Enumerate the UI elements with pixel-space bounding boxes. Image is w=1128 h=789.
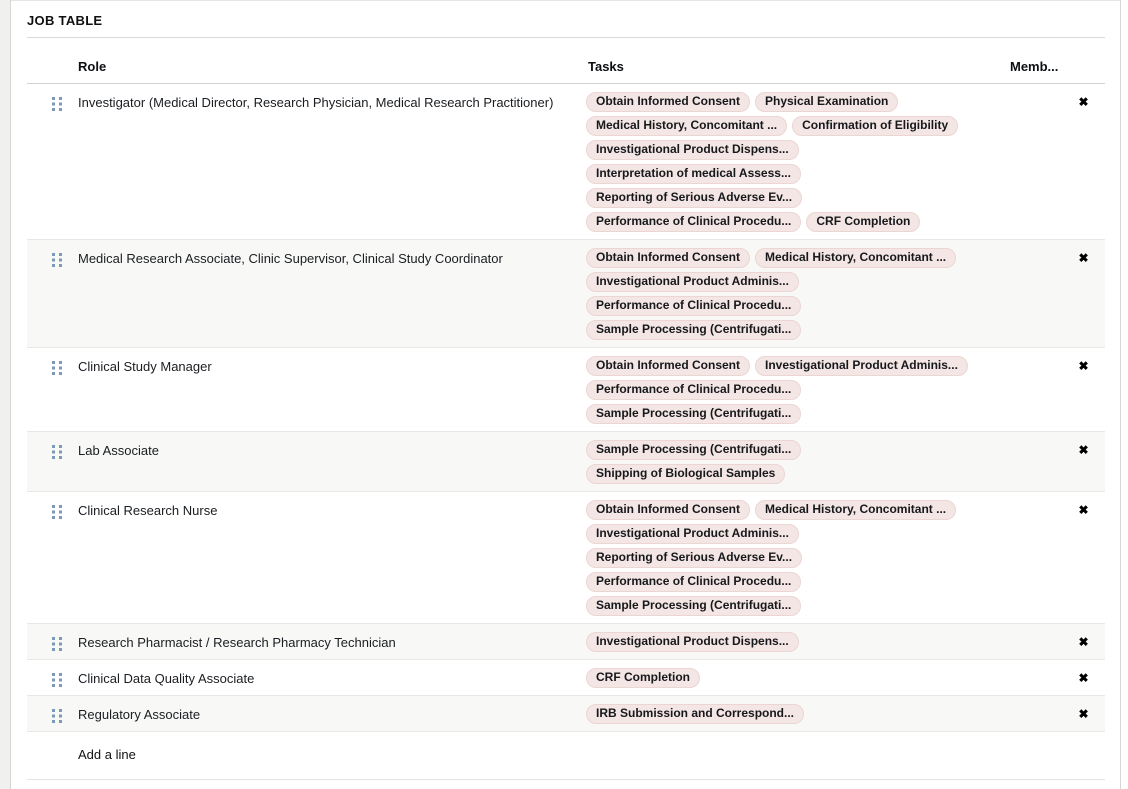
column-header-tasks: Tasks	[588, 59, 624, 74]
drag-handle-icon	[52, 709, 62, 724]
table-row	[27, 696, 1105, 732]
task-tag-line	[586, 272, 1010, 292]
task-tag[interactable]: CRF Completion	[806, 212, 920, 232]
delete-row-button[interactable]: ✖	[1078, 443, 1089, 457]
page-title: JOB TABLE	[27, 13, 1105, 38]
task-tag[interactable]: Shipping of Biological Samples	[586, 464, 785, 484]
tasks-cell[interactable]	[586, 668, 1010, 688]
task-tag-line	[586, 596, 1010, 616]
drag-handle[interactable]	[27, 248, 71, 340]
task-tag-line	[586, 116, 1010, 136]
task-tag[interactable]: Medical History, Concomitant ...	[586, 116, 787, 136]
task-tag-line	[586, 296, 1010, 316]
task-tag-line	[586, 464, 1010, 484]
task-tag-line	[586, 248, 1010, 268]
task-tag[interactable]: Physical Examination	[755, 92, 898, 112]
task-tag[interactable]: Confirmation of Eligibility	[792, 116, 958, 136]
task-tag-line	[586, 320, 1010, 340]
task-tag-line	[586, 440, 1010, 460]
drag-handle[interactable]	[27, 632, 71, 652]
task-tag-line	[586, 140, 1010, 160]
role-cell[interactable]: Investigator (Medical Director, Research Physician, Medical Research Practitioner)	[78, 95, 554, 110]
members-cell[interactable]	[1010, 440, 1062, 484]
task-tag[interactable]: IRB Submission and Correspond...	[586, 704, 804, 724]
delete-row-button[interactable]: ✖	[1078, 95, 1089, 109]
task-tag[interactable]: Medical History, Concomitant ...	[755, 500, 956, 520]
drag-handle[interactable]	[27, 356, 71, 424]
role-cell[interactable]: Research Pharmacist / Research Pharmacy Technician	[78, 635, 396, 650]
task-tag-line	[586, 212, 1010, 232]
tasks-cell[interactable]	[586, 440, 1010, 484]
task-tag-line	[586, 188, 1010, 208]
job-table-sheet	[11, 0, 1121, 789]
task-tag[interactable]: Obtain Informed Consent	[586, 248, 750, 268]
task-tag[interactable]: Performance of Clinical Procedu...	[586, 380, 801, 400]
task-tag[interactable]: Sample Processing (Centrifugati...	[586, 320, 801, 340]
role-cell[interactable]: Regulatory Associate	[78, 707, 201, 722]
task-tag[interactable]: Investigational Product Dispens...	[586, 632, 799, 652]
task-tag-line	[586, 704, 1010, 724]
role-cell[interactable]: Clinical Data Quality Associate	[78, 671, 255, 686]
task-tag[interactable]: Interpretation of medical Assess...	[586, 164, 801, 184]
task-tag[interactable]: Investigational Product Dispens...	[586, 140, 799, 160]
table-header-row	[27, 38, 1105, 84]
task-tag[interactable]: Sample Processing (Centrifugati...	[586, 596, 801, 616]
table-row	[27, 348, 1105, 432]
drag-handle[interactable]	[27, 92, 71, 232]
drag-handle-icon	[52, 361, 62, 376]
delete-row-button[interactable]: ✖	[1078, 251, 1089, 265]
members-cell[interactable]	[1010, 92, 1062, 232]
task-tag[interactable]: Sample Processing (Centrifugati...	[586, 440, 801, 460]
table-footer-row	[27, 732, 1105, 780]
task-tag-line	[586, 632, 1010, 652]
role-cell[interactable]: Medical Research Associate, Clinic Supervisor, Clinical Study Coordinator	[78, 251, 503, 266]
add-a-line-button[interactable]: Add a line	[78, 747, 136, 762]
role-cell[interactable]: Clinical Study Manager	[78, 359, 212, 374]
drag-handle-icon	[52, 97, 62, 112]
delete-row-button[interactable]: ✖	[1078, 707, 1089, 721]
table-row	[27, 432, 1105, 492]
delete-row-button[interactable]: ✖	[1078, 671, 1089, 685]
column-header-role: Role	[78, 59, 107, 74]
page-left-gutter	[0, 0, 11, 789]
tasks-cell[interactable]	[586, 356, 1010, 424]
task-tag[interactable]: Obtain Informed Consent	[586, 92, 750, 112]
drag-handle-icon	[52, 505, 62, 520]
task-tag[interactable]: Performance of Clinical Procedu...	[586, 212, 801, 232]
header-handle-spacer	[27, 59, 71, 74]
drag-handle[interactable]	[27, 668, 71, 688]
members-cell[interactable]	[1010, 632, 1062, 652]
tasks-cell[interactable]	[586, 632, 1010, 652]
drag-handle[interactable]	[27, 440, 71, 484]
members-cell[interactable]	[1010, 704, 1062, 724]
tasks-cell[interactable]	[586, 500, 1010, 616]
task-tag[interactable]: Obtain Informed Consent	[586, 356, 750, 376]
task-tag[interactable]: Obtain Informed Consent	[586, 500, 750, 520]
role-cell[interactable]: Clinical Research Nurse	[78, 503, 218, 518]
drag-handle-icon	[52, 253, 62, 268]
task-tag[interactable]: Reporting of Serious Adverse Ev...	[586, 188, 802, 208]
delete-row-button[interactable]: ✖	[1078, 359, 1089, 373]
task-tag[interactable]: Investigational Product Adminis...	[586, 272, 799, 292]
members-cell[interactable]	[1010, 668, 1062, 688]
tasks-cell[interactable]	[586, 92, 1010, 232]
task-tag[interactable]: Reporting of Serious Adverse Ev...	[586, 548, 802, 568]
drag-handle[interactable]	[27, 500, 71, 616]
drag-handle-icon	[52, 445, 62, 460]
task-tag-line	[586, 380, 1010, 400]
task-tag[interactable]: Medical History, Concomitant ...	[755, 248, 956, 268]
task-tag[interactable]: Performance of Clinical Procedu...	[586, 296, 801, 316]
task-tag-line	[586, 500, 1010, 520]
task-tag[interactable]: CRF Completion	[586, 668, 700, 688]
table-row	[27, 84, 1105, 240]
task-tag-line	[586, 548, 1010, 568]
column-header-members: Memb...	[1010, 59, 1059, 74]
header-delete-spacer	[1062, 59, 1105, 74]
table-row	[27, 240, 1105, 348]
tasks-cell[interactable]	[586, 704, 1010, 724]
task-tag-line	[586, 668, 1010, 688]
task-tag-line	[586, 356, 1010, 376]
table-row	[27, 624, 1105, 660]
task-tag[interactable]: Investigational Product Adminis...	[755, 356, 968, 376]
delete-row-button[interactable]: ✖	[1078, 503, 1089, 517]
table-row	[27, 660, 1105, 696]
task-tag-line	[586, 524, 1010, 544]
table-row	[27, 492, 1105, 624]
delete-row-button[interactable]: ✖	[1078, 635, 1089, 649]
members-cell[interactable]	[1010, 356, 1062, 424]
members-cell[interactable]	[1010, 500, 1062, 616]
drag-handle[interactable]	[27, 704, 71, 724]
task-tag-line	[586, 404, 1010, 424]
tasks-cell[interactable]	[586, 248, 1010, 340]
task-tag[interactable]: Performance of Clinical Procedu...	[586, 572, 801, 592]
task-tag-line	[586, 164, 1010, 184]
job-table-rows	[27, 84, 1105, 732]
task-tag[interactable]: Investigational Product Adminis...	[586, 524, 799, 544]
role-cell[interactable]: Lab Associate	[78, 443, 159, 458]
members-cell[interactable]	[1010, 248, 1062, 340]
drag-handle-icon	[52, 673, 62, 688]
task-tag-line	[586, 572, 1010, 592]
task-tag-line	[586, 92, 1010, 112]
task-tag[interactable]: Sample Processing (Centrifugati...	[586, 404, 801, 424]
drag-handle-icon	[52, 637, 62, 652]
